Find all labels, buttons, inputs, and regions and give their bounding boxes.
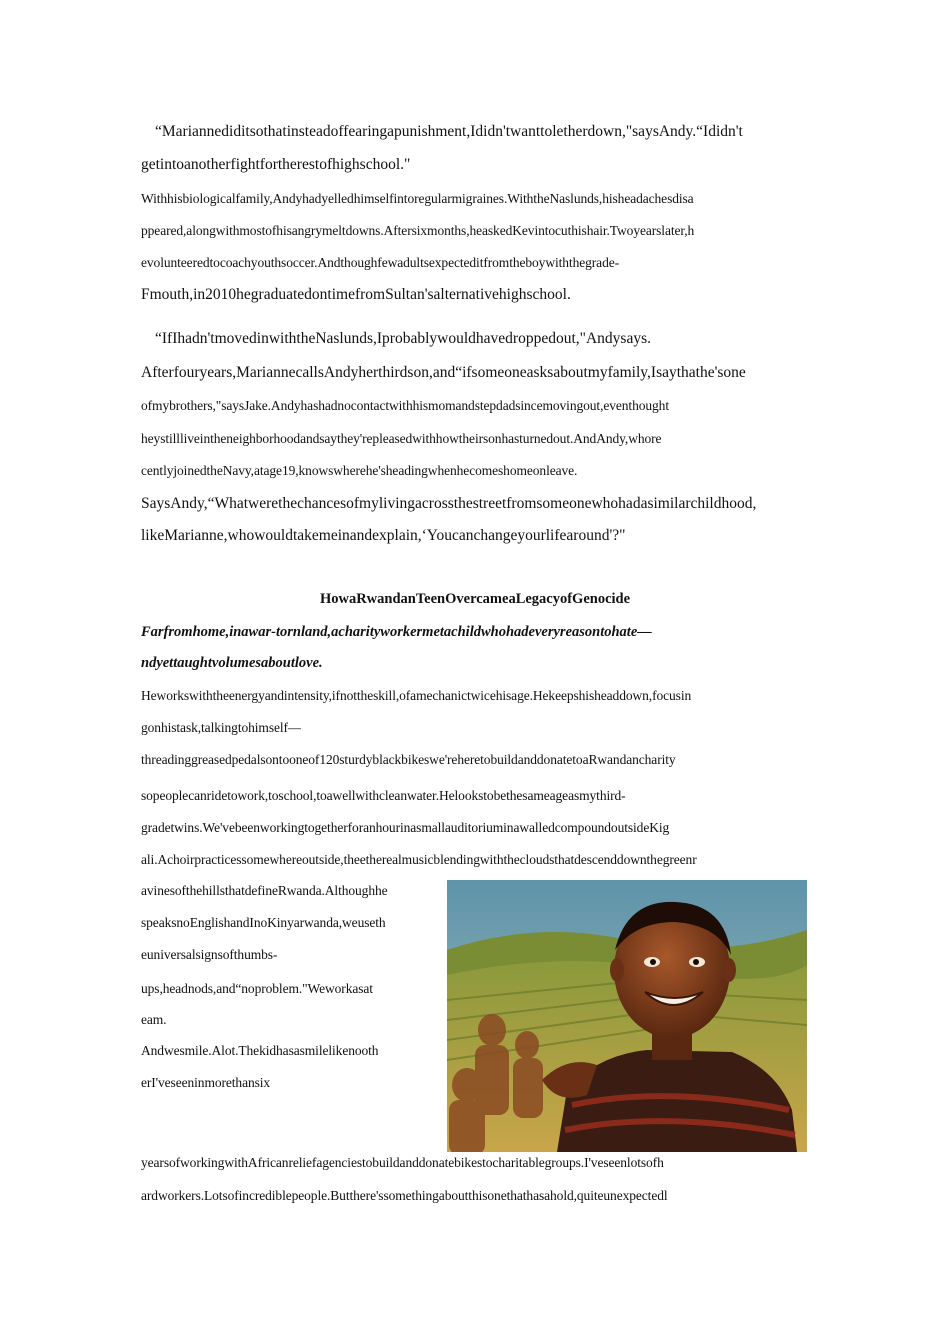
body-line: yearsofworkingwithAfricanreliefagenciestobuildanddonatebikestocharitablegroups.I'veseenlotsofh (141, 1155, 664, 1170)
body-line: gradetwins.We'vebeenworkingtogetherforanhourinasmallauditoriuminawalledcompoundoutsideKig (141, 820, 670, 835)
article-subtitle-line: Farfromhome,inawar-tornland,acharityworkermetachildwhohadeveryreasontohate— (141, 624, 652, 640)
body-line: centlyjoinedtheNavy,atage19,knowswherehe'sheadingwhenhecomeshomeonleave. (141, 463, 578, 478)
wrap-line: ups,headnods,and“noproblem."Weworkasat (141, 981, 373, 996)
body-line: ardworkers.Lotsofincrediblepeople.Butthere'ssomethingaboutthisonethathasahold,quiteunexpectedl (141, 1188, 668, 1203)
wrap-line: erI'veseeninmorethansix (141, 1075, 271, 1090)
body-line: ali.Achoirpracticessomewhereoutside,theetherealmusicblendingwiththecloudsthatdescenddownthegreenr (141, 852, 697, 867)
body-line: Heworkswiththeenergyandintensity,ifnottheskill,ofamechanictwicehisage.Hekeepshisheaddown,focusin (141, 688, 692, 703)
article-title: HowaRwandanTeenOvercameaLegacyofGenocide (319, 591, 631, 607)
body-line: SaysAndy,“Whatwerethechancesofmylivingacrossthestreetfromsomeonewhohadasimilarchildhood, (141, 495, 757, 512)
body-line: Withhisbiologicalfamily,Andyhadyelledhimselfintoregularmigraines.WiththeNaslunds,hisheadachesdisa (141, 191, 694, 206)
body-line: Fmouth,in2010hegraduatedontimefromSultan'salternativehighschool. (141, 286, 571, 303)
wrap-line: Andwesmile.Alot.Thekidhasasmilelikenooth (141, 1043, 379, 1058)
wrap-line: speaksnoEnglishandInoKinyarwanda,weuseth (141, 915, 386, 930)
body-line: “Mariannediditsothatinsteadoffearingapunishment,Ididn'twanttoletherdown,"saysAndy.“Ididn't (155, 123, 743, 140)
article-subtitle-line: ndyettaughtvolumesaboutlove. (141, 655, 323, 671)
wrap-line: avinesofthehillsthatdefineRwanda.Althoughhe (141, 883, 388, 898)
body-line: threadinggreasedpedalsontooneof120sturdyblackbikeswe'reheretobuildanddonatetoaRwandancharity (141, 752, 676, 767)
body-line: ofmybrothers,"saysJake.Andyhashadnocontactwithhismomandstepdadsincemovingout,eventhought (141, 398, 669, 413)
body-line: evolunteeredtocoachyouthsoccer.Andthoughfewadultsexpecteditfromtheboywiththegrade- (141, 255, 620, 270)
body-line: likeMarianne,whowouldtakemeinandexplain,‘Youcanchangeyourlifearound'?" (141, 527, 626, 544)
wrap-line: eam. (141, 1012, 167, 1027)
body-line: heystillliveintheneighborhoodandsaythey'repleasedwithhowtheirsonhasturnedout.AndAndy,whore (141, 431, 662, 446)
body-line: sopeoplecanridetowork,toschool,toawellwithcleanwater.Helookstobethesameageasmythird- (141, 788, 626, 803)
body-line: gonhistask,talkingtohimself— (141, 720, 302, 735)
body-line: “IfIhadn'tmovedinwiththeNaslunds,Iprobablywouldhavedroppedout,"Andysays. (155, 330, 651, 347)
body-line: Afterfouryears,MariannecallsAndyherthirdson,and“ifsomeoneasksaboutmyfamily,Isaythathe'sone (141, 364, 746, 381)
wrap-line: euniversalsignsofthumbs- (141, 947, 278, 962)
body-line: ppeared,alongwithmostofhisangrymeltdowns.Aftersixmonths,heaskedKevintocuthishair.Twoyearslater,h (141, 223, 695, 238)
body-line: getintoanotherfightfortherestofhighschool." (141, 156, 411, 173)
illustration-rwandan-boy (447, 880, 807, 1152)
